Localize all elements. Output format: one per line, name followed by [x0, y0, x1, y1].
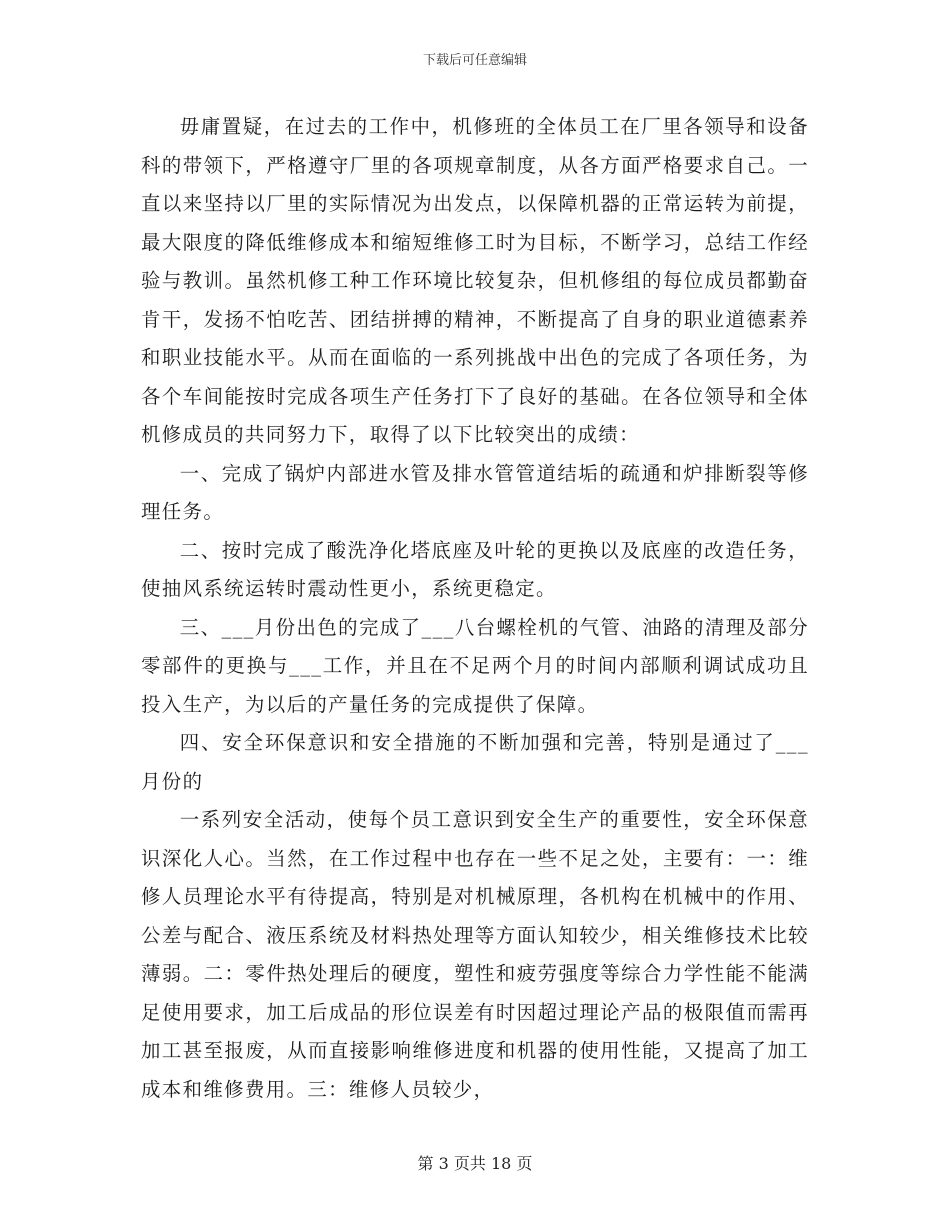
document-body: [141, 108, 809, 1109]
page-number: 第 3 页共 18 页: [417, 1154, 533, 1173]
paragraph-continuation: 一系列安全活动，使每个员工意识到安全生产的重要性，安全环保意识深化人心。当然，在工作过程中也存在一些不足之处，主要有：一：维修人员理论水平有待提高，特别是对机械原理，各机构在机械中的作用、公差与配合、液压系统及材料热处理等方面认知较少，相关维修技术比较薄弱。二：零件热处理后的硬度，塑性和疲劳强度等综合力学性能不能满足使用要求，加工后成品的形位误差有时因超过理论产品的极限值而需再加工甚至报废，从而直接影响维修进度和机器的使用性能，又提高了加工成本和维修费用。三：维修人员较少，: [141, 808, 809, 1101]
paragraph-item-1: 一、完成了锅炉内部进水管及排水管管道结垢的疏通和炉排断裂等修理任务。: [141, 461, 809, 523]
paragraph-item-4: 四、安全环保意识和安全措施的不断加强和完善，特别是通过了___月份的: [141, 731, 809, 793]
paragraph-intro: 毋庸置疑，在过去的工作中，机修班的全体员工在厂里各领导和设备科的带领下，严格遵守厂里的各项规章制度，从各方面严格要求自己。一直以来坚持以厂里的实际情况为出发点，以保障机器的正常运转为前提，最大限度的降低维修成本和缩短维修工时为目标，不断学习，总结工作经验与教训。虽然机修工种工作环境比较复杂，但机修组的每位成员都勤奋肯干，发扬不怕吃苦、团结拼搏的精神，不断提高了自身的职业道德素养和职业技能水平。从而在面临的一系列挑战中出色的完成了各项任务，为各个车间能按时完成各项生产任务打下了良好的基础。在各位领导和全体机修成员的共同努力下，取得了以下比较突出的成绩：: [141, 115, 809, 446]
paragraph-item-2: 二、按时完成了酸洗净化塔底座及叶轮的更换以及底座的改造任务，使抽风系统运转时震动性更小，系统更稳定。: [141, 538, 809, 600]
page-header: 下载后可任意编辑: [422, 53, 527, 68]
paragraph-item-3: 三、___月份出色的完成了___八台螺栓机的气管、油路的清理及部分零部件的更换与___工作，并且在不足两个月的时间内部顺利调试成功且投入生产，为以后的产量任务的完成提供了保障。: [141, 615, 809, 716]
